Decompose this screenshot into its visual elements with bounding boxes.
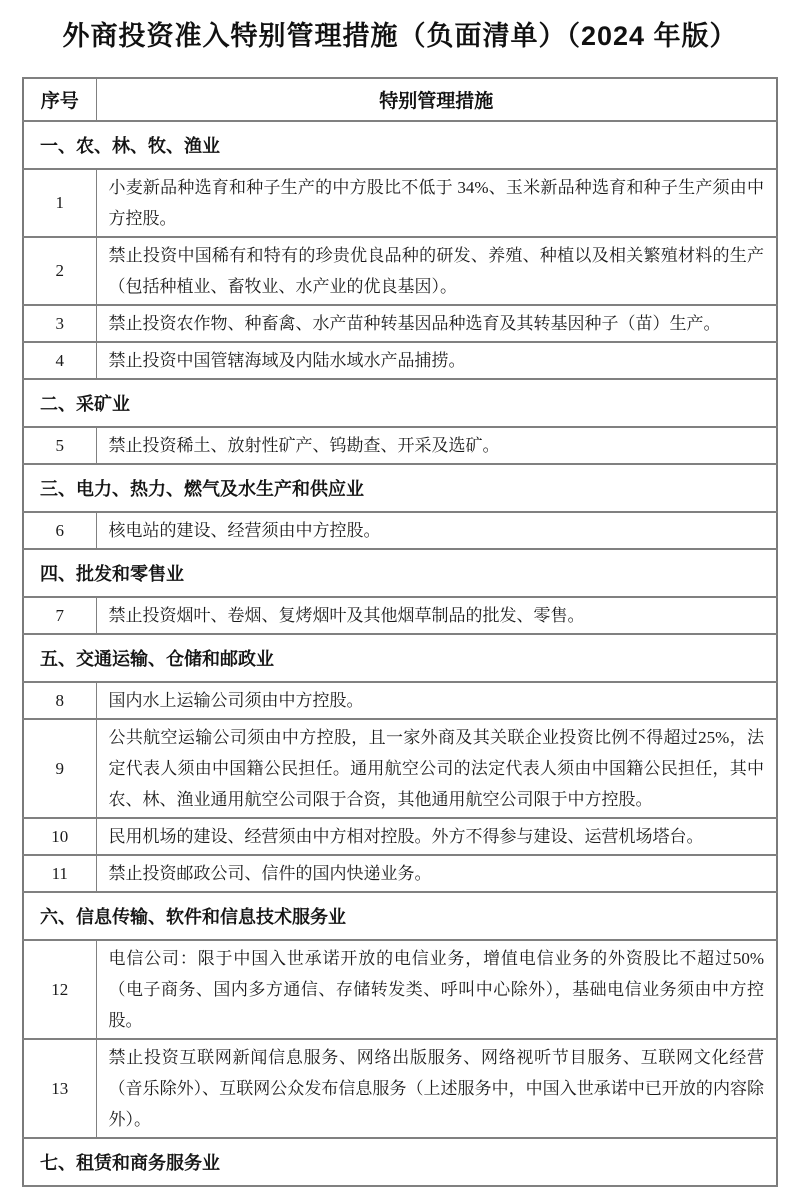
section-row xyxy=(23,464,777,512)
table-row xyxy=(23,940,777,1039)
table-row xyxy=(23,682,777,719)
table-row xyxy=(23,855,777,892)
row-measure: 禁止投资互联网新闻信息服务、网络出版服务、网络视听节目服务、互联网文化经营（音乐除外）、互联网公众发布信息服务（上述服务中，中国入世承诺中已开放的内容除外）。 xyxy=(96,1039,777,1138)
row-measure: 禁止投资农作物、种畜禽、水产苗种转基因品种选育及其转基因种子（苗）生产。 xyxy=(96,305,777,342)
table-row xyxy=(23,818,777,855)
section-row xyxy=(23,549,777,597)
section-title: 一、农、林、牧、渔业 xyxy=(23,121,777,169)
row-number: 9 xyxy=(23,719,96,818)
table-row xyxy=(23,512,777,549)
section-title: 二、采矿业 xyxy=(23,379,777,427)
row-number: 6 xyxy=(23,512,96,549)
table-row xyxy=(23,169,777,237)
section-row xyxy=(23,892,777,940)
row-measure: 禁止投资中国管辖海域及内陆水域水产品捕捞。 xyxy=(96,342,777,379)
row-measure: 禁止投资烟叶、卷烟、复烤烟叶及其他烟草制品的批发、零售。 xyxy=(96,597,777,634)
section-title: 五、交通运输、仓储和邮政业 xyxy=(23,634,777,682)
section-row xyxy=(23,634,777,682)
row-measure: 民用机场的建设、经营须由中方相对控股。外方不得参与建设、运营机场塔台。 xyxy=(96,818,777,855)
row-number: 8 xyxy=(23,682,96,719)
col-header-index: 序号 xyxy=(23,78,96,121)
row-measure: 禁止投资邮政公司、信件的国内快递业务。 xyxy=(96,855,777,892)
table-header-row xyxy=(23,78,777,121)
document-title: 外商投资准入特别管理措施（负面清单）（2024 年版） xyxy=(62,21,738,51)
row-measure: 禁止投资稀土、放射性矿产、钨勘查、开采及选矿。 xyxy=(96,427,777,464)
table-row xyxy=(23,597,777,634)
row-measure: 公共航空运输公司须由中方控股，且一家外商及其关联企业投资比例不得超过25%，法定代表人须由中国籍公民担任。通用航空公司的法定代表人须由中国籍公民担任，其中农、林、渔业通用航空公司限于合资，其他通用航空公司限于中方控股。 xyxy=(96,719,777,818)
negative-list-table xyxy=(22,77,778,1187)
section-title: 三、电力、热力、燃气及水生产和供应业 xyxy=(23,464,777,512)
table-row xyxy=(23,237,777,305)
table-row xyxy=(23,305,777,342)
row-measure: 小麦新品种选育和种子生产的中方股比不低于 34%、玉米新品种选育和种子生产须由中方控股。 xyxy=(96,169,777,237)
row-number: 13 xyxy=(23,1039,96,1138)
col-header-measures: 特别管理措施 xyxy=(96,78,777,121)
table-row xyxy=(23,1039,777,1138)
section-row xyxy=(23,121,777,169)
section-row xyxy=(23,1138,777,1186)
row-measure: 电信公司：限于中国入世承诺开放的电信业务，增值电信业务的外资股比不超过50%（电子商务、国内多方通信、存储转发类、呼叫中心除外），基础电信业务须由中方控股。 xyxy=(96,940,777,1039)
row-measure: 国内水上运输公司须由中方控股。 xyxy=(96,682,777,719)
section-title: 七、租赁和商务服务业 xyxy=(23,1138,777,1186)
section-title: 六、信息传输、软件和信息技术服务业 xyxy=(23,892,777,940)
row-number: 7 xyxy=(23,597,96,634)
row-measure: 禁止投资中国稀有和特有的珍贵优良品种的研发、养殖、种植以及相关繁殖材料的生产（包括种植业、畜牧业、水产业的优良基因）。 xyxy=(96,237,777,305)
row-number: 2 xyxy=(23,237,96,305)
table-row xyxy=(23,342,777,379)
row-number: 3 xyxy=(23,305,96,342)
row-number: 10 xyxy=(23,818,96,855)
row-number: 11 xyxy=(23,855,96,892)
row-number: 4 xyxy=(23,342,96,379)
section-title: 四、批发和零售业 xyxy=(23,549,777,597)
table-row xyxy=(23,719,777,818)
row-number: 12 xyxy=(23,940,96,1039)
section-row xyxy=(23,379,777,427)
row-number: 5 xyxy=(23,427,96,464)
table-row xyxy=(23,427,777,464)
row-number: 1 xyxy=(23,169,96,237)
row-measure: 核电站的建设、经营须由中方控股。 xyxy=(96,512,777,549)
